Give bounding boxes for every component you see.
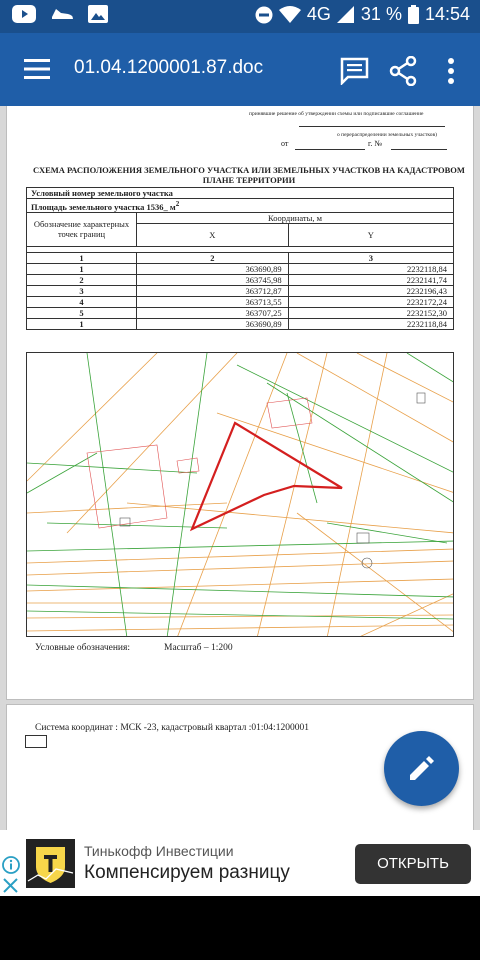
- edit-fab-button[interactable]: [384, 731, 459, 806]
- table-row: [27, 318, 454, 329]
- tinkoff-shield-icon: [26, 839, 75, 888]
- date-line: [295, 149, 365, 150]
- document-page-1: [6, 106, 474, 700]
- index-cell: 1: [27, 252, 137, 263]
- clock: 14:54: [424, 4, 470, 24]
- table-row: [27, 263, 454, 274]
- cond-number-cell: Условный номер земельного участка: [27, 188, 454, 199]
- wifi-icon: [279, 6, 301, 24]
- x-header: X: [137, 224, 289, 247]
- x-cell: 363707,25: [137, 307, 289, 318]
- land-plot-boundary: [192, 423, 342, 529]
- coordinate-system-text: Система координат : МСК -23, кадастровый квартал :01:04:1200001: [35, 723, 309, 733]
- battery-icon: [408, 5, 419, 24]
- point-cell: 1: [27, 263, 137, 274]
- ad-logo: [26, 839, 75, 888]
- pencil-icon: [408, 755, 435, 782]
- cadastral-map: [26, 352, 454, 637]
- point-cell: 5: [27, 307, 137, 318]
- network-type: 4G: [306, 4, 331, 24]
- x-cell: 363690,89: [137, 318, 289, 329]
- table-row: [27, 296, 454, 307]
- index-cell: 2: [137, 252, 289, 263]
- document-viewer[interactable]: [0, 106, 480, 830]
- y-cell: 2232118,84: [288, 263, 453, 274]
- cadastral-map-drawing: [27, 353, 454, 637]
- ad-info-icon[interactable]: [2, 856, 20, 874]
- header-line-1: принявшие решение об утверждении схемы или подписавшие соглашение: [249, 111, 424, 117]
- table-row: [27, 285, 454, 296]
- more-vert-icon[interactable]: [447, 58, 455, 84]
- ad-close-icon[interactable]: [3, 878, 18, 893]
- header-rule: [299, 126, 445, 127]
- index-cell: 3: [288, 252, 453, 263]
- document-title: 01.04.1200001.87.doc: [74, 57, 264, 78]
- y-cell: 2232196,43: [288, 285, 453, 296]
- table-row: [27, 274, 454, 285]
- points-header: Обозначение характерных точек границ: [27, 212, 137, 246]
- scale-label: Масштаб – 1:200: [164, 643, 233, 653]
- status-bar: [0, 0, 480, 33]
- point-cell: 2: [27, 274, 137, 285]
- area-cell: [27, 199, 454, 213]
- area-sup: 2: [175, 200, 180, 208]
- x-cell: 363745,98: [137, 274, 289, 285]
- y-cell: 2232172,24: [288, 296, 453, 307]
- youtube-icon: [12, 5, 36, 23]
- coords-header: Координаты, м: [137, 212, 454, 223]
- point-cell: 3: [27, 285, 137, 296]
- table-row: [27, 307, 454, 318]
- ad-banner[interactable]: [0, 830, 480, 896]
- number-line: [391, 149, 447, 150]
- signal-icon: [337, 6, 355, 24]
- navigation-bar-area: [0, 896, 480, 960]
- x-cell: 363712,87: [137, 285, 289, 296]
- sneaker-icon: [50, 5, 74, 23]
- y-header: Y: [288, 224, 453, 247]
- y-cell: 2232118,84: [288, 318, 453, 329]
- do-not-disturb-icon: [255, 6, 273, 24]
- scheme-caption: СХЕМА РАСПОЛОЖЕНИЯ ЗЕМЕЛЬНОГО УЧАСТКА ИЛИ ЗЕМЕЛЬНЫХ УЧАСТКОВ НА КАДАСТРОВОМ ПЛАНЕ ТЕРРИТОРИИ: [33, 165, 465, 185]
- header-from: от: [281, 139, 289, 148]
- point-cell: 1: [27, 318, 137, 329]
- battery-percent: 31 %: [360, 4, 402, 24]
- legend-label: Условные обозначения:: [35, 643, 131, 653]
- y-cell: 2232141,74: [288, 274, 453, 285]
- point-cell: 4: [27, 296, 137, 307]
- x-cell: 363690,89: [137, 263, 289, 274]
- header-line-2: о перераспределении земельных участков): [337, 132, 437, 138]
- empty-cell-box: [25, 735, 47, 748]
- notes-icon[interactable]: [340, 57, 370, 85]
- coordinates-table: [26, 187, 454, 330]
- share-icon[interactable]: [389, 56, 417, 86]
- app-bar: [0, 33, 480, 106]
- ad-headline: Компенсируем разницу: [84, 862, 290, 883]
- area-label: Площадь земельного участка 1536_ м: [31, 201, 176, 212]
- x-cell: 363713,55: [137, 296, 289, 307]
- menu-icon[interactable]: [24, 59, 50, 79]
- y-cell: 2232152,30: [288, 307, 453, 318]
- header-number: г. №: [368, 139, 383, 148]
- ad-open-button[interactable]: ОТКРЫТЬ: [355, 844, 471, 884]
- ad-brand: Тинькофф Инвестиции: [84, 843, 234, 859]
- gallery-icon: [88, 5, 108, 23]
